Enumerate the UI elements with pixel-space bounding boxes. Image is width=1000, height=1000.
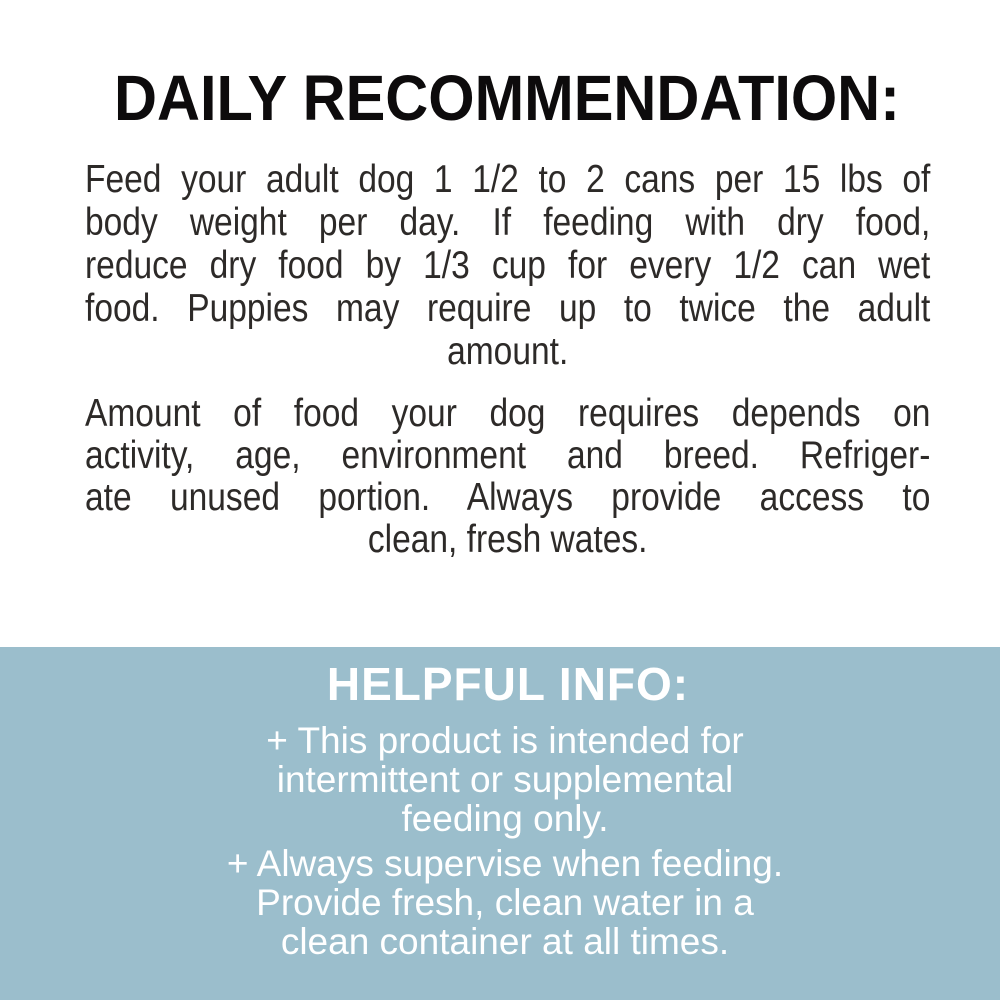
text-line: clean, fresh wates. — [367, 518, 648, 561]
text-line: + Always supervise when feeding. — [226, 843, 784, 884]
text-line: reduce dry food by 1/3 cup for every 1/2 can wet — [85, 244, 931, 287]
text-line: Provide fresh, clean water in a — [256, 882, 754, 923]
info-item-supervise-feeding — [5, 844, 1000, 961]
text-line: ate unused portion. Always provide access to — [85, 476, 931, 519]
text-line: amount. — [447, 330, 569, 373]
daily-recommendation-heading: DAILY RECOMMENDATION: — [114, 62, 900, 134]
text-line: body weight per day. If feeding with dry food, — [85, 201, 931, 244]
helpful-info-heading: HELPFUL INFO: — [326, 658, 690, 710]
text-line: intermittent or supplemental — [276, 759, 734, 800]
info-item-intermittent-feeding — [5, 721, 1000, 838]
food-amount-paragraph — [85, 393, 930, 561]
helpful-info-section — [0, 647, 1000, 1000]
text-line: clean container at all times. — [280, 921, 730, 962]
text-line: food. Puppies may require up to twice the adult — [85, 287, 931, 330]
text-line: Feed your adult dog 1 1/2 to 2 cans per 15 lbs of — [85, 158, 931, 201]
text-line: Amount of food your dog requires depends on — [85, 392, 931, 435]
feeding-instructions-paragraph — [85, 158, 930, 373]
text-line: activity, age, environment and breed. Refriger- — [85, 434, 931, 477]
text-line: + This product is intended for — [266, 720, 744, 761]
text-line: feeding only. — [401, 798, 609, 839]
